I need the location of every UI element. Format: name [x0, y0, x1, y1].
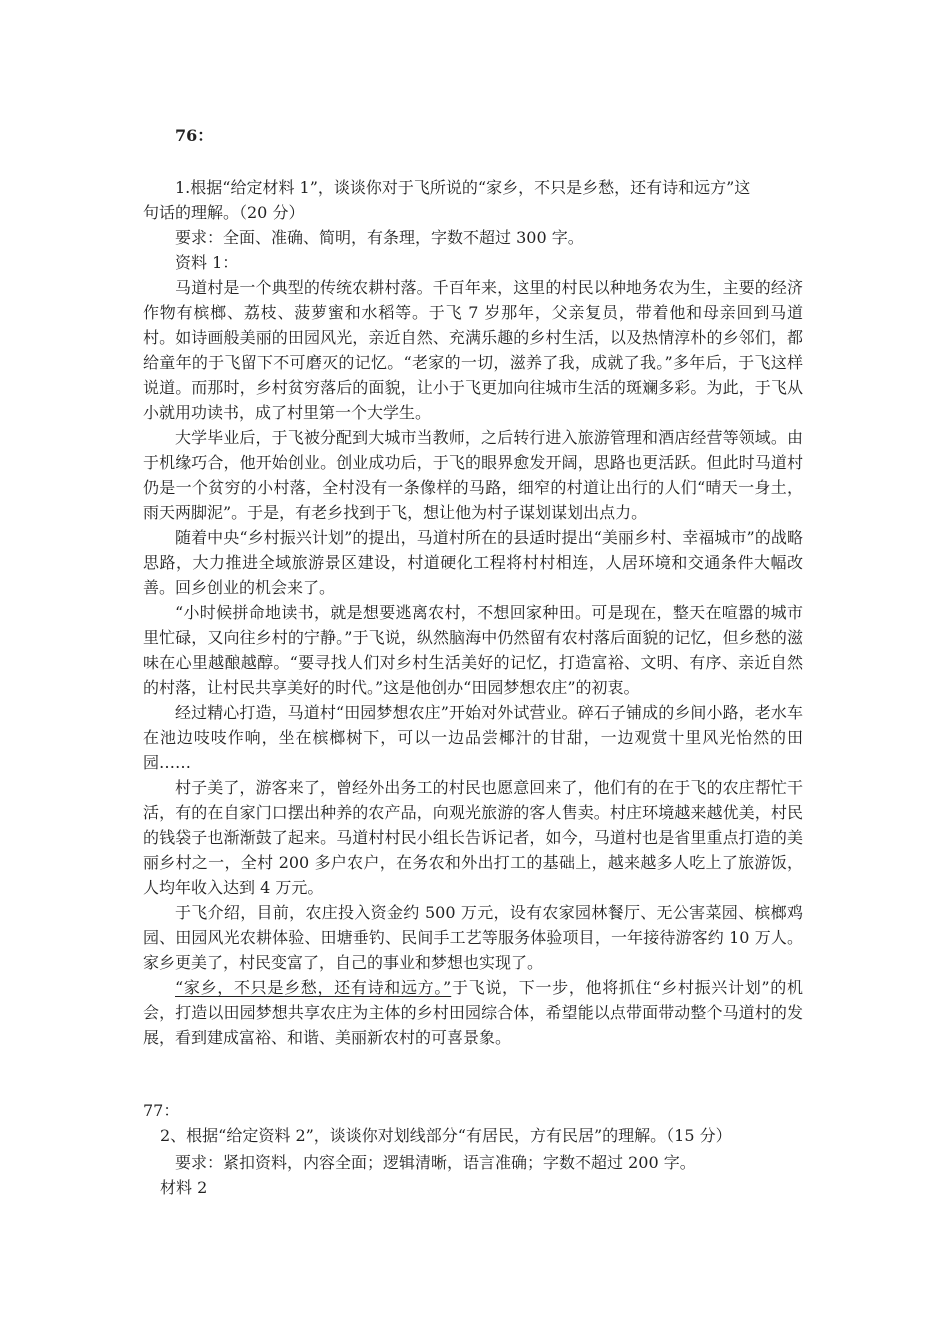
question-number-76: 76：	[175, 126, 214, 145]
material-label-77: 材料 2	[160, 1178, 208, 1197]
paragraph-6: 村子美了，游客来了，曾经外出务工的村民也愿意回来了，他们有的在于飞的农庄帮忙干活，有的在自家门口摆出种养的农产品，向观光旅游的客人售卖。村庄环境越来越优美，村民的钱袋子也渐渐鼓了起来。马道村村民小组长告诉记者，如今，马道村也是省里重点打造的美丽乡村之一，全村 200 多户农户，在务农和外出打工的基础上，越来越多人吃上了旅游饭，人均年收入达到 4 万元。	[143, 778, 803, 897]
question-77: 2、根据“给定资料 2”，谈谈你对划线部分“有居民，方有民居”的理解。（15 分）	[160, 1126, 732, 1145]
paragraph-5: 经过精心打造，马道村“田园梦想农庄”开始对外试营业。碎石子铺成的乡间小路，老水车在池边吱吱作响，坐在槟榔树下，可以一边品尝椰汁的甘甜，一边观赏十里风光怡然的田园……	[143, 703, 803, 772]
paragraph-8-rest: 于飞说，下一步，他将抓住“乡村振兴计划”的机会，打造以田园梦想共享农庄为主体的乡村田园综合体，希望能以点带面带动整个马道村的发展，看到建成富裕、和谐、美丽新农村的可喜景象。	[143, 978, 803, 1047]
paragraph-3: 随着中央“乡村振兴计划”的提出，马道村所在的县适时提出“美丽乡村、幸福城市”的战略思路，大力推进全域旅游景区建设，村道硬化工程将村村相连，人居环境和交通条件大幅改善。回乡创业的机会来了。	[143, 528, 803, 597]
paragraph-4: “小时候拼命地读书，就是想要逃离农村，不想回家种田。可是现在，整天在喧嚣的城市里忙碌，又向往乡村的宁静。”于飞说，纵然脑海中仍然留有农村落后面貌的记忆，但乡愁的滋味在心里越酿越醇。“要寻找人们对乡村生活美好的记忆，打造富裕、文明、有序、亲近自然的村落，让村民共享美好的时代。”这是他创办“田园梦想农庄”的初衷。	[143, 603, 803, 697]
question-76-line1: 1.根据“给定材料 1”，谈谈你对于飞所说的“家乡，不只是乡愁，还有诗和远方”这	[175, 178, 751, 197]
requirement-77: 要求：紧扣资料，内容全面；逻辑清晰，语言准确；字数不超过 200 字。	[175, 1153, 696, 1172]
question-number-77: 77：	[143, 1101, 180, 1120]
paragraph-1: 马道村是一个典型的传统农耕村落。千百年来，这里的村民以种地务农为生，主要的经济作物有槟榔、荔枝、菠萝蜜和水稻等。于飞 7 岁那年，父亲复员，带着他和母亲回到马道村。如诗画般美丽的田园风光，亲近自然、充满乐趣的乡村生活，以及热情淳朴的乡邻们，都给童年的于飞留下不可磨灭的记忆。“老家的一切，滋养了我，成就了我。”多年后，于飞这样说道。而那时，乡村贫穷落后的面貌，让小于飞更加向往城市生活的斑斓多彩。为此，于飞从小就用功读书，成了村里第一个大学生。	[143, 278, 803, 422]
paragraph-2: 大学毕业后，于飞被分配到大城市当教师，之后转行进入旅游管理和酒店经营等领域。由于机缘巧合，他开始创业。创业成功后，于飞的眼界愈发开阔，思路也更活跃。但此时马道村仍是一个贫穷的小村落，全村没有一条像样的马路，细窄的村道让出行的人们“晴天一身土，雨天两脚泥”。于是，有老乡找到于飞，想让他为村子谋划谋划出点力。	[143, 428, 803, 522]
paragraph-7: 于飞介绍，目前，农庄投入资金约 500 万元，设有农家园林餐厅、无公害菜园、槟榔鸡园、田园风光农耕体验、田塘垂钓、民间手工艺等服务体验项目，一年接待游客约 10 万人。家乡更美了，村民变富了，自己的事业和梦想也实现了。	[143, 903, 803, 972]
requirement-76: 要求：全面、准确、简明，有条理，字数不超过 300 字。	[175, 228, 584, 247]
question-76-line2: 句话的理解。（20 分）	[143, 203, 305, 222]
underlined-quote: “家乡，不只是乡愁，还有诗和远方。”	[175, 978, 452, 997]
paragraph-8	[143, 975, 803, 1050]
material-label-76: 资料 1：	[175, 253, 239, 272]
